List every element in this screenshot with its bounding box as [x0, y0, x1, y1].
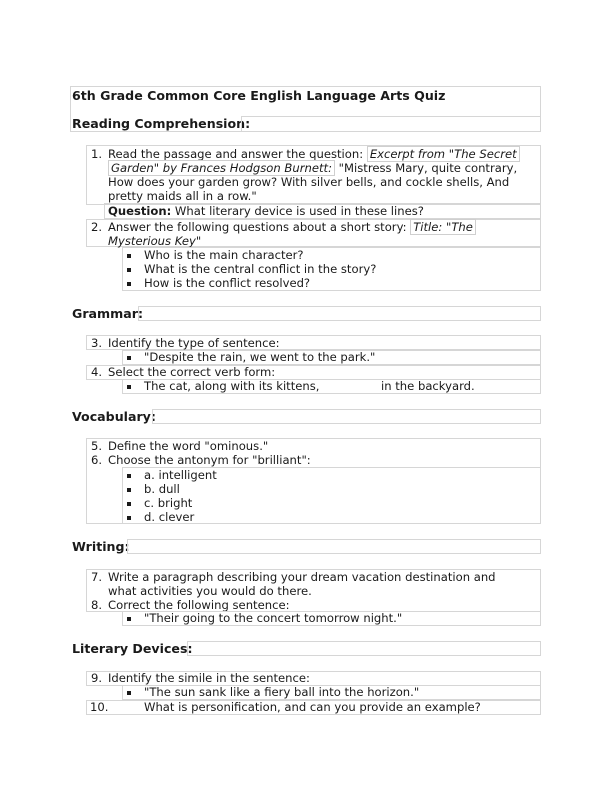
- question-number: 6.: [90, 453, 102, 467]
- bullet-marker: [127, 617, 131, 621]
- question-1-question: Question: What literary device is used in these lines?: [108, 204, 424, 218]
- question-1-line-2: Garden" by Frances Hodgson Burnett: "Mistress Mary, quite contrary,: [108, 161, 517, 175]
- option-d: d. clever: [144, 510, 195, 524]
- option-c: c. bright: [144, 496, 193, 510]
- option-b: b. dull: [144, 482, 180, 496]
- bullet-item: The cat, along with its kittens,: [144, 379, 320, 393]
- question-2-line-1: Answer the following questions about a short story: Title: "The: [108, 220, 476, 234]
- bullet-marker: [127, 356, 131, 360]
- bullet-item: What is the central conflict in the story?: [144, 262, 377, 276]
- heading-field: [152, 409, 541, 424]
- section-heading-vocabulary: Vocabulary:: [72, 409, 156, 424]
- section-heading-reading: Reading Comprehension:: [72, 116, 251, 131]
- question-6-text: Choose the antonym for "brilliant":: [108, 453, 311, 467]
- bullet-marker: [127, 282, 131, 286]
- bullet-marker: [127, 385, 131, 389]
- question-9-text: Identify the simile in the sentence:: [108, 671, 310, 685]
- question-3-text: Identify the type of sentence:: [108, 336, 280, 350]
- question-number: 5.: [90, 439, 102, 453]
- bullet-item: "The sun sank like a fiery ball into the horizon.": [144, 685, 420, 699]
- question-number: 3.: [90, 336, 102, 350]
- section-heading-literary: Literary Devices:: [72, 641, 193, 656]
- bullet-marker: [127, 488, 131, 492]
- option-a: a. intelligent: [144, 468, 217, 482]
- bullet-item: "Their going to the concert tomorrow night.": [144, 611, 403, 625]
- question-number: 7.: [90, 570, 102, 584]
- question-7-line-2: what activities you would do there.: [108, 584, 312, 598]
- bullet-item: Who is the main character?: [144, 248, 304, 262]
- question-8-text: Correct the following sentence:: [108, 598, 290, 612]
- bullet-item-end: in the backyard.: [381, 379, 475, 393]
- bullet-marker: [127, 254, 131, 258]
- bullet-marker: [127, 502, 131, 506]
- question-1-line-3: How does your garden grow? With silver bells, and cockle shells, And: [108, 175, 510, 189]
- bullet-marker: [127, 691, 131, 695]
- question-1-line-4: pretty maids all in a row.": [108, 189, 257, 203]
- question-2-line-2: Mysterious Key": [108, 234, 202, 248]
- page-title: 6th Grade Common Core English Language Arts Quiz: [72, 88, 446, 103]
- question-5-text: Define the word "ominous.": [108, 439, 269, 453]
- question-10-text: What is personification, and can you provide an example?: [144, 700, 481, 714]
- bullet-item: "Despite the rain, we went to the park.": [144, 350, 376, 364]
- question-4-text: Select the correct verb form:: [108, 365, 276, 379]
- question-number: 1.: [90, 147, 102, 161]
- question-7-line-1: Write a paragraph describing your dream vacation destination and: [108, 570, 496, 584]
- bullet-marker: [127, 268, 131, 272]
- bullet-item: How is the conflict resolved?: [144, 276, 311, 290]
- question-number: 10.: [90, 700, 109, 714]
- heading-field: [127, 539, 541, 554]
- bullet-marker: [127, 474, 131, 478]
- question-number: 4.: [90, 365, 102, 379]
- question-number: 9.: [90, 671, 102, 685]
- section-heading-writing: Writing:: [72, 539, 130, 554]
- question-number: 2.: [90, 220, 102, 234]
- question-number: 8.: [90, 598, 102, 612]
- heading-field: [241, 116, 541, 132]
- section-heading-grammar: Grammar:: [72, 306, 144, 321]
- bullet-marker: [127, 516, 131, 520]
- question-1-line-1: Read the passage and answer the question: Excerpt from "The Secret: [108, 147, 520, 161]
- heading-field: [138, 306, 541, 321]
- heading-field: [187, 641, 541, 656]
